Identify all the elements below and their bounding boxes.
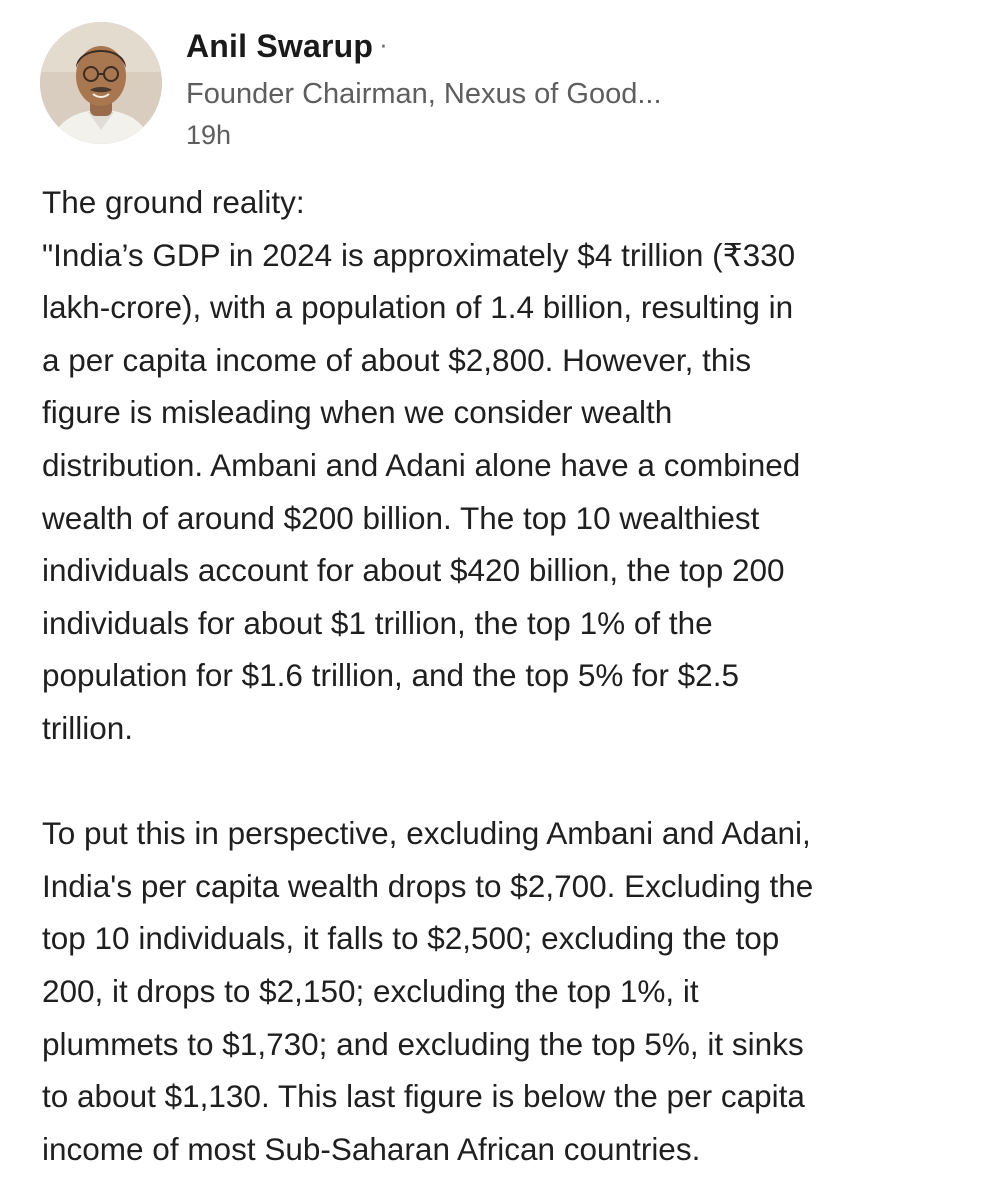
post-text-line: individuals account for about $420 billion, the top 200 (42, 552, 785, 589)
post-timestamp[interactable]: 19h (186, 120, 232, 150)
paragraph-spacer (42, 755, 954, 808)
post-text-line: The ground reality: (42, 184, 305, 220)
post-text-line: population for $1.6 trillion, and the top 5% for $2.5 (42, 657, 739, 694)
post-text-line: trillion. (42, 709, 134, 746)
post-body (42, 176, 954, 1175)
post-text-line: 200, it drops to $2,150; excluding the top 1%, it (42, 972, 699, 1009)
post-text-line: individuals for about $1 trillion, the top 1% of the (42, 604, 713, 641)
post-text-line: income of most Sub-Saharan African countries. (42, 1130, 701, 1167)
post-paragraph-2 (42, 807, 954, 1175)
avatar-photo (40, 22, 162, 144)
post-text-line: a per capita income of about $2,800. However, this (42, 341, 752, 378)
post-text-line: "India’s GDP in 2024 is approximately $4 trillion (₹330 (42, 236, 796, 273)
author-name-row[interactable] (186, 28, 388, 65)
post-text-line: distribution. Ambani and Adani alone have a combined (42, 446, 801, 483)
post-text-line: wealth of around $200 billion. The top 10 wealthiest (42, 499, 760, 536)
post-text-line: top 10 individuals, it falls to $2,500; excluding the top (42, 920, 780, 957)
post-paragraph-1 (42, 176, 954, 755)
post-header (40, 22, 940, 152)
post-text-line: figure is misleading when we consider wealth (42, 394, 673, 431)
post-text-line: plummets to $1,730; and excluding the top 5%, it sinks (42, 1025, 804, 1062)
post-text-line: To put this in perspective, excluding Ambani and Adani, (42, 815, 811, 852)
post-text-line: lakh-crore), with a population of 1.4 billion, resulting in (42, 289, 794, 326)
author-headline: Founder Chairman, Nexus of Good... (186, 78, 662, 110)
author-name[interactable]: Anil Swarup (186, 28, 374, 64)
author-avatar[interactable] (40, 22, 162, 144)
post-text-line: India's per capita wealth drops to $2,700. Excluding the (42, 867, 814, 904)
post-text-line: to about $1,130. This last figure is below the per capita (42, 1078, 805, 1115)
separator-dot-icon: · (379, 29, 388, 59)
